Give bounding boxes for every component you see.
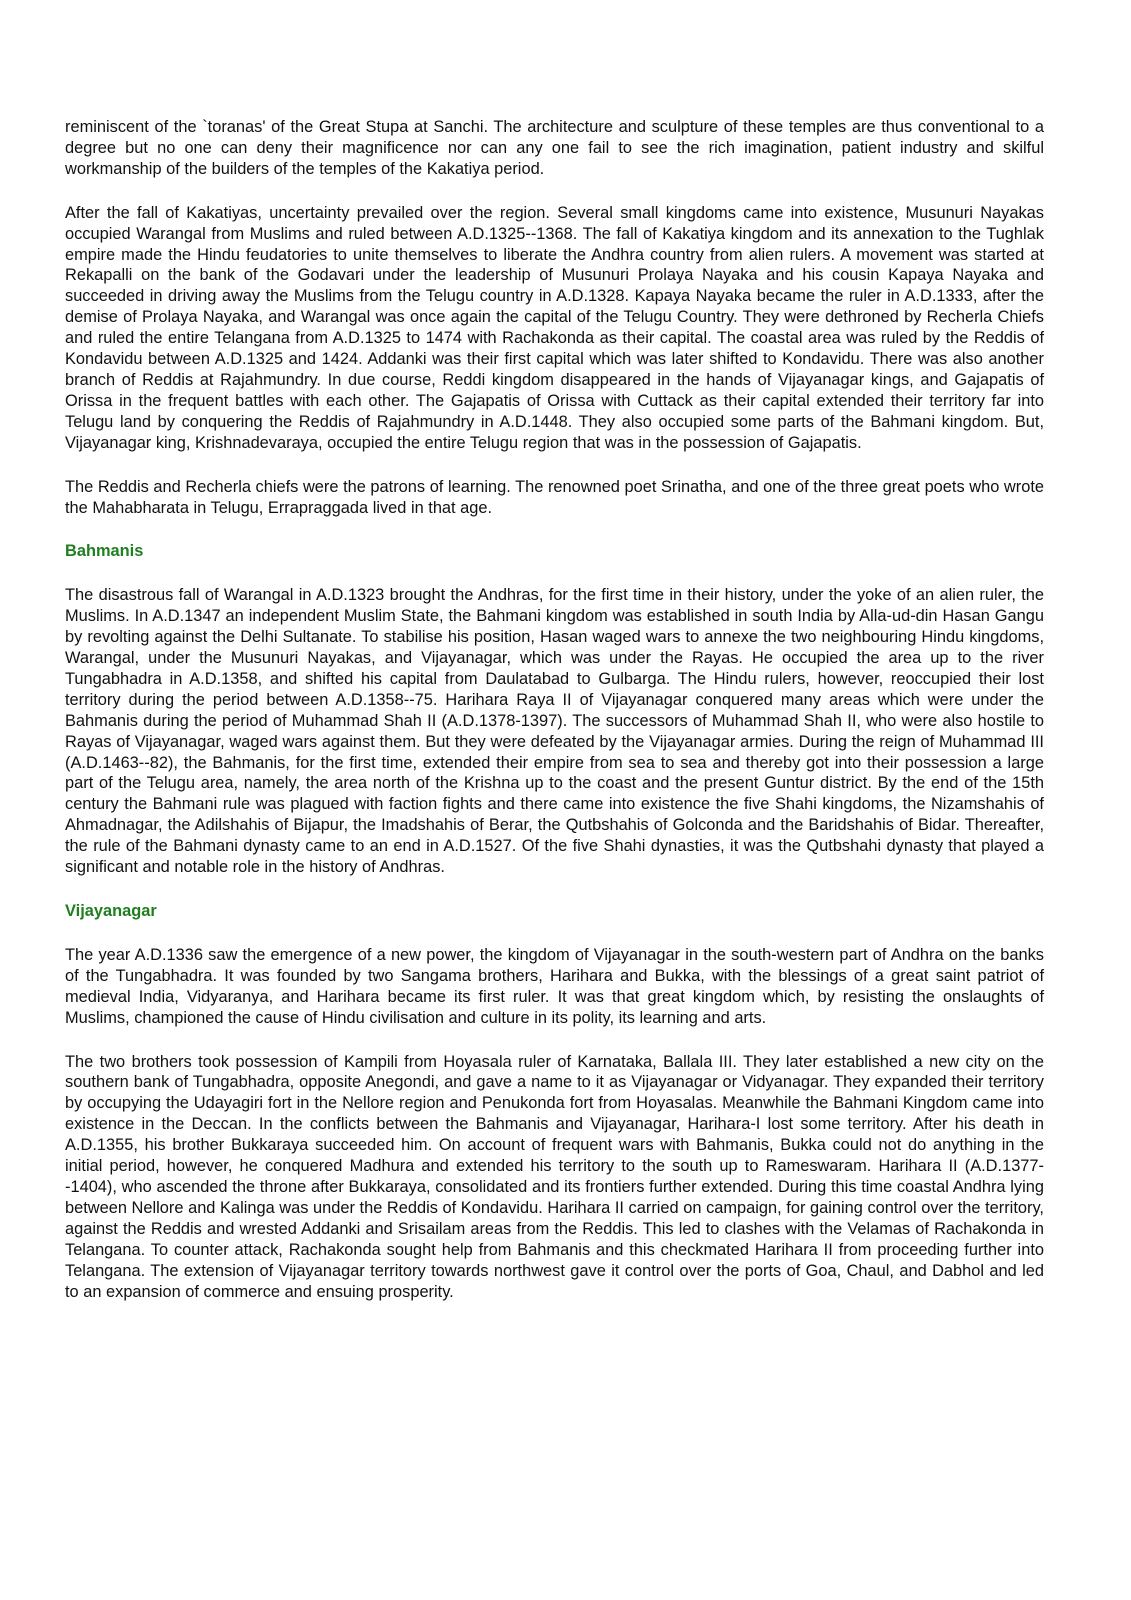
paragraph-kakatiya-temples: reminiscent of the `toranas' of the Great Stupa at Sanchi. The architecture and sculpture of these temples are thus conventional to a degree but no one can deny their magnificence nor can any one fail to see the rich imagination, patient industry and skilful workmanship of the builders of the temples of the Kakatiya period. — [65, 118, 1044, 178]
heading-vijayanagar: Vijayanagar — [65, 902, 157, 920]
paragraph-bahmanis: The disastrous fall of Warangal in A.D.1323 brought the Andhras, for the first time in their history, under the yoke of an alien ruler, the Muslims. In A.D.1347 an independent Muslim State, the Bahmani kingdom was established in south India by Alla-ud-din Hasan Gangu by revolting against the Delhi Sultanate. To stabilise his position, Hasan waged wars to annexe the two neighbouring Hindu kingdoms, Warangal, under the Musunuri Nayakas, and Vijayanagar, which was under the Rayas. He occupied the area up to the river Tungabhadra in A.D.1358, and shifted his capital from Daulatabad to Gulbarga. The Hindu rulers, however, reoccupied their lost territory during the period between A.D.1358--75. Harihara Raya II of Vijayanagar conquered many areas which were under the Bahmanis during the period of Muhammad Shah II (A.D.1378-1397). The successors of Muhammad Shah II, who were also hostile to Rayas of Vijayanagar, waged wars against them. But they were defeated by the Vijayanagar armies. During the reign of Muhammad III (A.D.1463--82), the Bahmanis, for the first time, extended their empire from sea to sea and thereby got into their possession a large part of the Telugu area, namely, the area north of the Krishna up to the coast and the present Guntur district. By the end of the 15th century the Bahmani rule was plagued with faction fights and there came into existence the five Shahi kingdoms, the Nizamshahis of Ahmadnagar, the Adilshahis of Bijapur, the Imadshahis of Berar, the Qutbshahis of Golconda and the Baridshahis of Bidar. Thereafter, the rule of the Bahmani dynasty came to an end in A.D.1527. Of the five Shahi dynasties, it was the Qutbshahi dynasty that played a significant and notable role in the history of Andhras. — [65, 586, 1044, 877]
paragraph-vijayanagar-expansion: The two brothers took possession of Kampili from Hoyasala ruler of Karnataka, Ballala III. They later established a new city on the southern bank of Tungabhadra, opposite Anegondi, and gave a name to it as Vijayanagar or Vidyanagar. They expanded their territory by occupying the Udayagiri fort in the Nellore region and Penukonda fort from Hoyasalas. Meanwhile the Bahmani Kingdom came into existence in the Deccan. In the conflicts between the Bahmanis and Vijayanagar, Harihara-I lost some territory. After his death in A.D.1355, his brother Bukkaraya succeeded him. On account of frequent wars with Bahmanis, Bukka could not do anything in the initial period, however, he conquered Madhura and extended his territory to the south up to Rameswaram. Harihara II (A.D.1377--1404), who ascended the throne after Bukkaraya, consolidated and its frontiers further extended. During this time coastal Andhra lying between Nellore and Kalinga was under the Reddis of Kondavidu. Harihara II carried on campaign, for gaining control over the territory, against the Reddis and wrested Addanki and Srisailam areas from the Reddis. This led to clashes with the Velamas of Rachakonda in Telangana. To counter attack, Rachakonda sought help from Bahmanis and this checkmated Harihara II from proceeding further into Telangana. The extension of Vijayanagar territory towards northwest gave it control over the ports of Goa, Chaul, and Dabhol and led to an expansion of commerce and ensuing prosperity. — [65, 1052, 1044, 1301]
paragraph-vijayanagar-founding: The year A.D.1336 saw the emergence of a new power, the kingdom of Vijayanagar in the south-western part of Andhra on the banks of the Tungabhadra. It was founded by two Sangama brothers, Harihara and Bukka, with the blessings of a great saint patriot of medieval India, Vidyaranya, and Harihara became its first ruler. It was that great kingdom which, by resisting the onslaughts of Muslims, championed the cause of Hindu civilisation and culture in its polity, its learning and arts. — [65, 945, 1044, 1027]
document-page — [65, 117, 1044, 1325]
heading-bahmanis: Bahmanis — [65, 542, 144, 561]
paragraph-after-kakatiyas: After the fall of Kakatiyas, uncertainty prevailed over the region. Several small kingdoms came into existence, Musunuri Nayakas occupied Warangal from Muslims and ruled between A.D.1325--1368. The fall of Kakatiya kingdom and its annexation to the Tughlak empire made the Hindu feudatories to unite themselves to liberate the Andhra country from alien rulers. A movement was started at Rekapalli on the bank of the Godavari under the leadership of Musunuri Prolaya Nayaka and his cousin Kapaya Nayaka and succeeded in driving away the Muslims from the Telugu country in A.D.1328. Kapaya Nayaka became the ruler in A.D.1333, after the demise of Prolaya Nayaka, and Warangal was once again the capital of the Telugu Country. They were dethroned by Recherla Chiefs and ruled the entire Telangana from A.D.1325 to 1474 with Rachakonda as their capital. The coastal area was ruled by the Reddis of Kondavidu between A.D.1325 and 1424. Addanki was their first capital which was later shifted to Kondavidu. There was also another branch of Reddis at Rajahmundry. In due course, Reddi kingdom disappeared in the hands of Vijayanagar kings, and Gajapatis of Orissa in the frequent battles with each other. The Gajapatis of Orissa with Cuttack as their capital extended their territory far into Telugu land by conquering the Reddis of Rajahmundry in A.D.1448. They also occupied some parts of the Bahmani kingdom. But, Vijayanagar king, Krishnadevaraya, occupied the entire Telugu region that was in the possession of Gajapatis. — [65, 203, 1044, 452]
paragraph-patrons-of-learning: The Reddis and Recherla chiefs were the patrons of learning. The renowned poet Srinatha, and one of the three great poets who wrote the Mahabharata in Telugu, Errapraggada lived in that age. — [65, 477, 1044, 517]
